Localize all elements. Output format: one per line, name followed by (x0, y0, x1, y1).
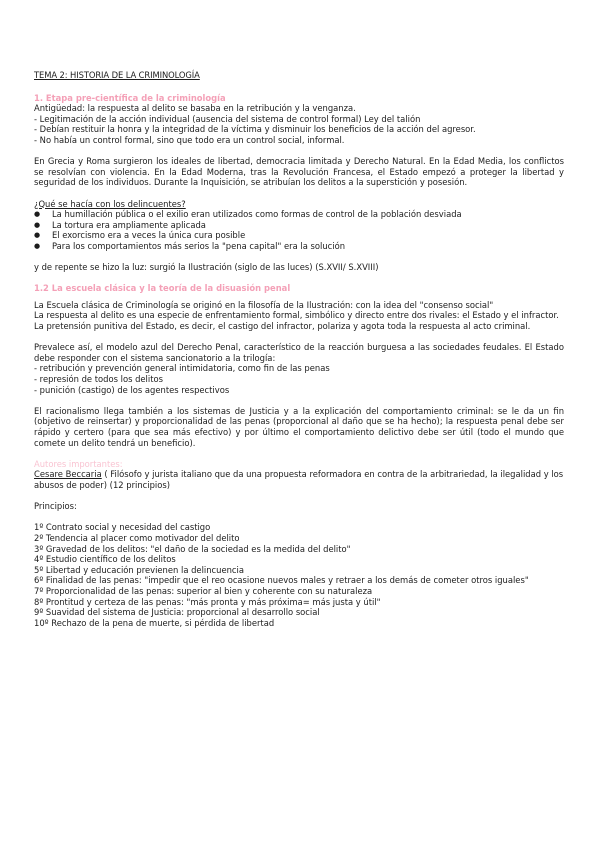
beccaria-name: Cesare Beccaria (34, 469, 102, 480)
classical-line: La Escuela clásica de Criminología se originó en la filosofía de la Ilustración: con la idea del "consenso social" (34, 299, 494, 310)
trilogy-item: - represión de todos los delitos (34, 374, 163, 385)
principle-item: 1º Contrato social y necesidad del castigo (34, 522, 211, 533)
rationalism-paragraph: El racionalismo llega también a los sistemas de Justicia y a la explicación del comportamiento criminal: se le da un fin (objetivo de reinsertar) y proporcionalidad de las penas (proporcional al daño que se ha hecho); la respuesta penal debe ser rápido y certero (para que sea más efectivo) y por último el comportamiento delictivo debe ser útil (todo el mundo que comete un delito tendrá un beneficio). (34, 405, 564, 448)
delinquents-list (34, 209, 564, 251)
illustration-line: y de repente se hizo la luz: surgió la Ilustración (siglo de las luces) (S.XVII/ S.XVIII) (34, 262, 379, 273)
section-1-line: - No había un control formal, sino que todo era un control social, informal. (34, 134, 345, 145)
classical-line: La pretensión punitiva del Estado, es decir, el castigo del infractor, polariza y agota toda la respuesta al acto criminal. (34, 321, 531, 332)
trilogy-item: - retribución y prevención general intimidatoria, como fin de las penas (34, 363, 330, 374)
list-item: ● El exorcismo era a veces la única cura posible (34, 230, 564, 241)
section-1-line: Antigüedad: la respuesta al delito se basaba en la retribución y la venganza. (34, 103, 356, 114)
section-1-line: - Legitimación de la acción individual (ausencia del sistema de control formal) Ley del talión (34, 113, 421, 124)
section-1-line: - Debían restituir la honra y la integridad de la víctima y disminuir los beneficios de la acción del agresor. (34, 124, 476, 135)
trilogy-item: - punición (castigo) de los agentes respectivos (34, 384, 230, 395)
principle-item: 8º Prontitud y certeza de las penas: "más pronta y más próxima= más justa y útil" (34, 596, 381, 607)
history-paragraph: En Grecia y Roma surgieron los ideales de libertad, democracia limitada y Derecho Natural. En la Edad Media, los conflictos se resolvían con violencia. En la Edad Moderna, tras la Revolución Francesa, el Estado empezó a proteger la libertad y seguridad de los individuos. Durante la Inquisición, se atribuían los delitos a la superstición y posesión. (34, 156, 564, 188)
principles-label: Principios: (34, 501, 77, 512)
principle-item: 6º Finalidad de las penas: "impedir que el reo ocasione nuevos males y retraer a los demás de cometer otros iguales" (34, 575, 529, 586)
authors-heading: Autores importantes: (34, 458, 123, 469)
question-heading: ¿Qué se hacía con los delincuentes? (34, 198, 186, 209)
principle-item: 10º Rechazo de la pena de muerte, si pérdida de libertad (34, 617, 275, 628)
principle-item: 5º Libertad y educación previenen la delincuencia (34, 564, 244, 575)
principles-list (34, 522, 564, 628)
beccaria-description: ( Filósofo y jurista italiano que da una propuesta reformadora en contra de la arbitrariedad, la ilegalidad y los abusos de poder) (12 principios) (34, 469, 564, 490)
principle-item: 9º Suavidad del sistema de Justicia: proporcional al desarrollo social (34, 607, 320, 618)
document-body (34, 70, 564, 628)
classical-line: La respuesta al delito es una especie de enfrentamiento formal, simbólico y directo entre dos rivales: el Estado y el infractor. (34, 310, 559, 321)
section-2-heading: 1.2 La escuela clásica y la teoría de la disuasión penal (34, 283, 291, 294)
principle-item: 3º Gravedad de los delitos: "el daño de la sociedad es la medida del delito" (34, 543, 351, 554)
list-item: ● La tortura era ampliamente aplicada (34, 220, 564, 231)
principle-item: 7º Proporcionalidad de las penas: superior al bien y coherente con su naturaleza (34, 585, 373, 596)
principle-item: 2º Tendencia al placer como motivador del delito (34, 532, 240, 543)
page-title: TEMA 2: HISTORIA DE LA CRIMINOLOGÍA (34, 70, 200, 80)
principle-item: 4º Estudio científico de los delitos (34, 554, 176, 565)
list-item: ● La humillación pública o el exilio eran utilizados como formas de control de la población desviada (34, 209, 564, 220)
list-item: ● Para los comportamientos más serios la "pena capital" era la solución (34, 241, 564, 252)
beccaria-paragraph (34, 469, 564, 490)
penal-model-paragraph: Prevalece así, el modelo azul del Derecho Penal, característico de la reacción burguesa a las sociedades feudales. El Estado debe responder con el sistema sancionatorio a la trilogía: (34, 342, 564, 363)
section-1-heading: 1. Etapa pre-científica de la criminología (34, 92, 226, 103)
